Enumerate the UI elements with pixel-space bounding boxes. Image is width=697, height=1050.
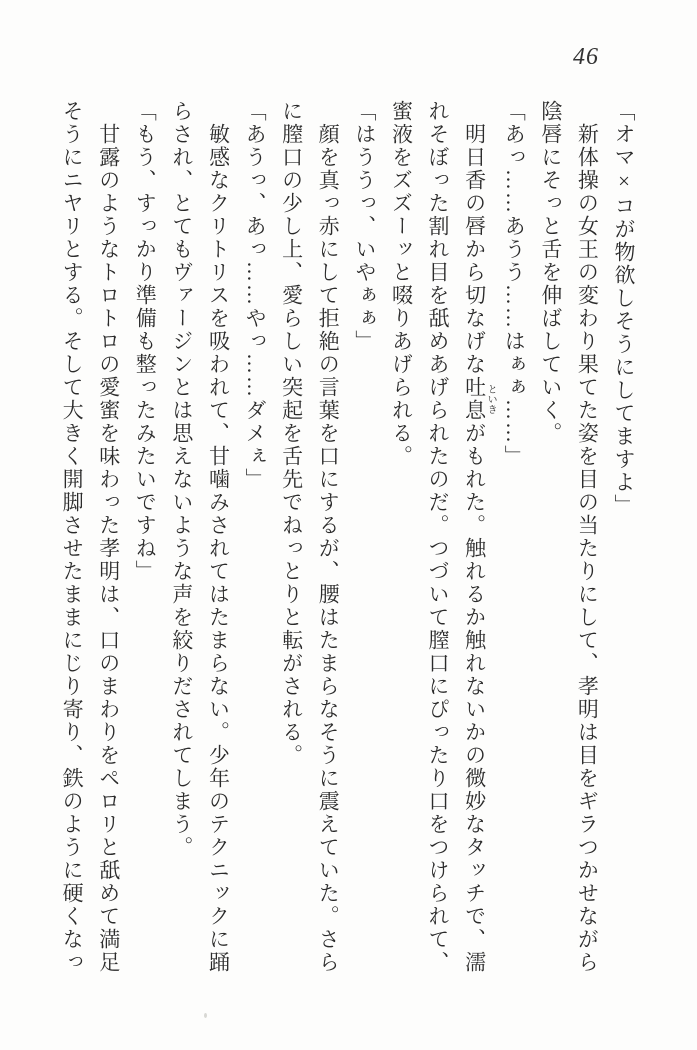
dialogue-paragraph: 「もう、すっかり準備も整ったみたいですね」 <box>133 100 158 583</box>
dialogue-paragraph: 「オマ×コが物欲しそうにしてますよ」 <box>612 100 636 517</box>
narration-paragraph: 新体操の女王の変わり果てた姿を目の当たりにして、孝明は目をギラつかせながら陰唇にそっと舌を伸ばしていく。 <box>538 100 600 974</box>
narration-paragraph: 明日香の唇から切なげな吐息といきがもれた。触れるか触れないかの微妙なタッチで、濡れそぼった割れ目を舐めあげられたのだ。つづいて膣口にぴったり口をつけられて、蜜液をズズーッと啜りあげられる。 <box>389 100 497 974</box>
narration-paragraph: 敏感なクリトリスを吸われて、甘噛みされてはたまらない。少年のテクニックに踊らされ、とてもヴァージンとは思えないような声を絞りだされてしまう。 <box>169 100 231 974</box>
text-block <box>55 100 642 980</box>
dialogue-paragraph: 「あっ……あうう……はぁぁ……」 <box>502 100 527 468</box>
page-number: 46 <box>573 44 599 70</box>
ruby-annotated-word: 吐息といき <box>462 376 497 422</box>
narration-paragraph: 顔を真っ赤にして拒絶の言葉を口にするが、腰はたまらなそうに震えていた。さらに膣口の少し上、愛らしい突起を舌先でねっとりと転がされる。 <box>279 100 341 974</box>
dialogue-paragraph: 「あうっ、あっ……やっ……ダメぇ」 <box>243 100 268 491</box>
narration-paragraph: 甘露のようなトロトロの愛蜜を味わった孝明は、口のまわりをペロリと舐めて満足そうにニヤリとする。そして大きく開脚させたままにじり寄り、鉄のように硬くなっ <box>60 100 121 974</box>
scan-speck <box>204 1013 207 1018</box>
dialogue-paragraph: 「はううっ、いやぁぁ」 <box>352 100 377 353</box>
